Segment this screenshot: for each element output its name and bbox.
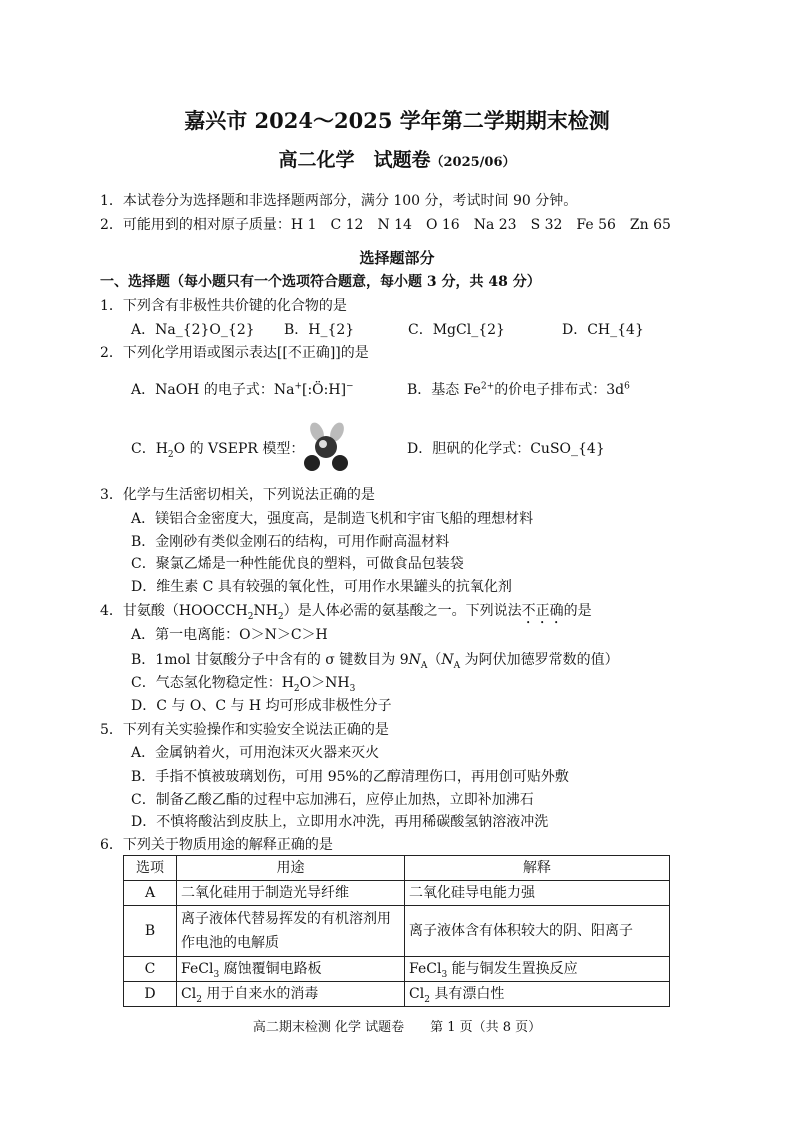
q4-option-c: C．气态氢化物稳定性：$H_2O>NH_3$ xyxy=(131,675,356,694)
q3-option-b: B．金刚砂有类似金刚石的结构，可用作耐高温材料 xyxy=(131,534,450,550)
subject-title: 高二化学 试题卷 xyxy=(278,149,431,171)
header-option: 选项 xyxy=(124,856,177,881)
page-footer: 高二期末检测 化学 试题卷 第 1 页（共 8 页） xyxy=(252,1020,542,1035)
q5-option-a: A．金属钠着火，可用泡沫灭火器来灭火 xyxy=(131,745,380,761)
row-usage: FeCl$_3$ 腐蚀覆铜电路板 xyxy=(177,957,405,982)
q3-option-c: C．聚氯乙烯是一种性能优良的塑料，可做食品包装袋 xyxy=(131,556,464,572)
row-explanation: 离子液体含有体积较大的阴、阳离子 xyxy=(405,906,670,957)
row-explanation: 二氧化硅导电能力强 xyxy=(405,881,670,906)
section-title: 选择题部分 xyxy=(359,249,435,267)
q1-stem: 1．下列含有非极性共价键的化合物的是 xyxy=(100,298,347,314)
q3-option-a: A．镁铝合金密度大，强度高，是制造飞机和宇宙飞船的理想材料 xyxy=(131,511,534,527)
q3-stem: 3．化学与生活密切相关，下列说法正确的是 xyxy=(100,487,375,503)
row-explanation: $Cl_2$ 具有漂白性 xyxy=(405,982,670,1007)
row-explanation: FeCl$_3$ 能与铜发生置换反应 xyxy=(405,957,670,982)
q5-option-d: D．不慎将酸沾到皮肤上，立即用水冲洗，再用稀碳酸氢钠溶液冲洗 xyxy=(131,814,549,830)
q1-option-b: B．H_{2} xyxy=(284,322,355,338)
q5-stem: 5．下列有关实验操作和实验安全说法正确的是 xyxy=(100,722,389,738)
q2-option-a: A．NaOH 的电子式：Na+[:Ö:H]− xyxy=(131,381,354,398)
note-1: 1．本试卷分为选择题和非选择题两部分，满分 100 分，考试时间 90 分钟。 xyxy=(100,193,578,209)
vsepr-model-image xyxy=(300,420,352,472)
q5-option-b: B．手指不慎被玻璃划伤，可用 95%的乙醇清理伤口，再用创可贴外敷 xyxy=(131,769,569,785)
table-header-row xyxy=(124,856,670,881)
q4-stem: 4．甘氨酸$(HOOCCH_2NH_2)$是人体必需的氨基酸之一。下列说法不正确的是 xyxy=(100,603,592,622)
row-option: B xyxy=(124,906,177,957)
table-row xyxy=(124,982,670,1007)
table-row xyxy=(124,881,670,906)
table-row xyxy=(124,906,670,957)
q1-option-d: D．CH_{4} xyxy=(562,322,644,338)
exam-date: （2025/06） xyxy=(430,155,516,170)
note-2: 2．可能用到的相对原子质量：H 1 C 12 N 14 O 16 Na 23 S 32 Fe 56 Zn 65 xyxy=(100,217,671,233)
part-title: 一、选择题（每小题只有一个选项符合题意，每小题 3 分，共 48 分） xyxy=(100,274,541,290)
q2-stem: 2．下列化学用语或图示表达[[不正确]]的是 xyxy=(100,345,369,361)
header-usage: 用途 xyxy=(177,856,405,881)
row-usage: 离子液体代替易挥发的有机溶剂用作电池的电解质 xyxy=(177,906,405,957)
q6-stem: 6．下列关于物质用途的解释正确的是 xyxy=(100,837,333,853)
q4-option-a: A．第一电离能：O＞N＞C＞H xyxy=(131,627,328,643)
q1-option-a: A．Na_{2}O_{2} xyxy=(131,322,255,338)
exam-subtitle xyxy=(0,151,794,172)
header-explanation: 解释 xyxy=(405,856,670,881)
row-option: A xyxy=(124,881,177,906)
q1-option-c: C．MgCl_{2} xyxy=(408,322,505,338)
q6-table xyxy=(123,855,670,1007)
q2-option-d: D．胆矾的化学式：CuSO_{4} xyxy=(407,441,605,457)
q2-option-b: B．基态 $Fe^{2+}$的价电子排布式：$3d^6$ xyxy=(407,381,630,398)
exam-title: 嘉兴市 2024～2025 学年第二学期期末检测 xyxy=(184,108,610,133)
q4-option-d: D．C 与 O、C 与 H 均可形成非极性分子 xyxy=(131,698,392,714)
row-option: D xyxy=(124,982,177,1007)
table-row xyxy=(124,957,670,982)
q3-option-d: D．维生素 C 具有较强的氧化性，可用作水果罐头的抗氧化剂 xyxy=(131,579,512,595)
q2-option-c: C．$H_2O$ 的 VSEPR 模型： xyxy=(131,441,305,460)
row-usage: $Cl_2$ 用于自来水的消毒 xyxy=(177,982,405,1007)
q4-option-b: B．1mol 甘氨酸分子中含有的 σ 键数目为 $9N_A(N_A$ 为阿伏加德罗常数的值） xyxy=(131,652,619,671)
row-option: C xyxy=(124,957,177,982)
q5-option-c: C．制备乙酸乙酯的过程中忘加沸石，应停止加热，立即补加沸石 xyxy=(131,792,534,808)
row-usage: 二氧化硅用于制造光导纤维 xyxy=(177,881,405,906)
